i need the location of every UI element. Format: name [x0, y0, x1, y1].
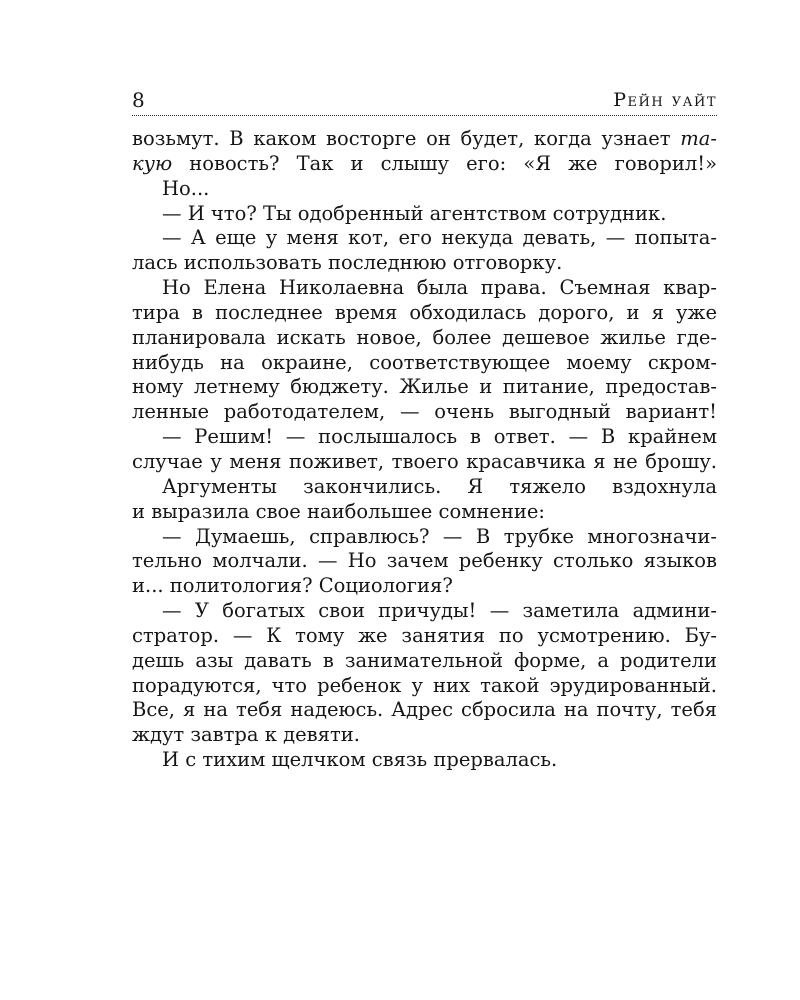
text-line: ному летнему бюджету. Жилье и питание, предостав- [132, 375, 717, 399]
text-line [132, 127, 717, 152]
text-line: — Решим! — послышалось в ответ. — В крайнем [162, 425, 717, 449]
text-line: Но Елена Николаевна была права. Съемная квар- [162, 276, 717, 300]
text-line: — А еще у меня кот, его некуда девать, — попыта- [162, 226, 717, 250]
text-line: ленные работодателем, — очень выгодный вариант! [132, 400, 717, 424]
text-line: — Думаешь, справлюсь? — В трубке многозначи- [162, 524, 717, 548]
text-line: — У богатых свои причуды! — заметила админи- [162, 599, 717, 623]
text-line: тельно молчали. — Но зачем ребенку столько языков [132, 549, 717, 573]
text-line: дешь азы давать в занимательной форме, а родители [132, 648, 717, 672]
text-line: тира в последнее время обходилась дорого, и я уже [132, 300, 717, 324]
text-line: и... политология? Социология? [132, 574, 453, 598]
text-line: — И что? Ты одобренный агентством сотрудник. [162, 201, 667, 225]
text-line: стратор. — К тому же занятия по усмотрению. Бу- [132, 623, 717, 647]
italic-text: та- [680, 127, 717, 150]
running-title: Рейн уайт [613, 89, 717, 111]
page-number: 8 [132, 88, 145, 112]
text-line: нибудь на окраине, соответствующее моему скром- [132, 350, 717, 374]
text-line: И с тихим щелчком связь прервалась. [162, 748, 558, 772]
text-fragment: возьмут. В каком восторге он будет, когда узнает [132, 127, 681, 150]
text-line: Аргументы закончились. Я тяжело вздохнула [162, 474, 717, 498]
text-line: Все, я на тебя надеюсь. Адрес сбросила на почту, тебя [132, 698, 717, 722]
text-line: ждут завтра к девяти. [132, 723, 360, 747]
text-line: Но... [162, 176, 210, 200]
text-line: порадуются, что ребенок у них такой эрудированный. [132, 673, 717, 697]
body-text [132, 127, 717, 773]
italic-text: кую [132, 151, 173, 175]
text-fragment: новость? Так и слышу его: «Я же говорил!» [172, 151, 717, 175]
text-line: и выразила свое наибольшее сомнение: [132, 499, 546, 523]
text-line: планировала искать новое, более дешевое жилье где- [132, 325, 717, 349]
text-line: случае у меня поживет, твоего красавчика я не брошу. [132, 449, 717, 473]
header-dotted-rule [132, 115, 717, 116]
text-line [132, 152, 717, 177]
text-line: лась использовать последнюю отговорку. [132, 251, 563, 275]
running-header [132, 86, 717, 116]
